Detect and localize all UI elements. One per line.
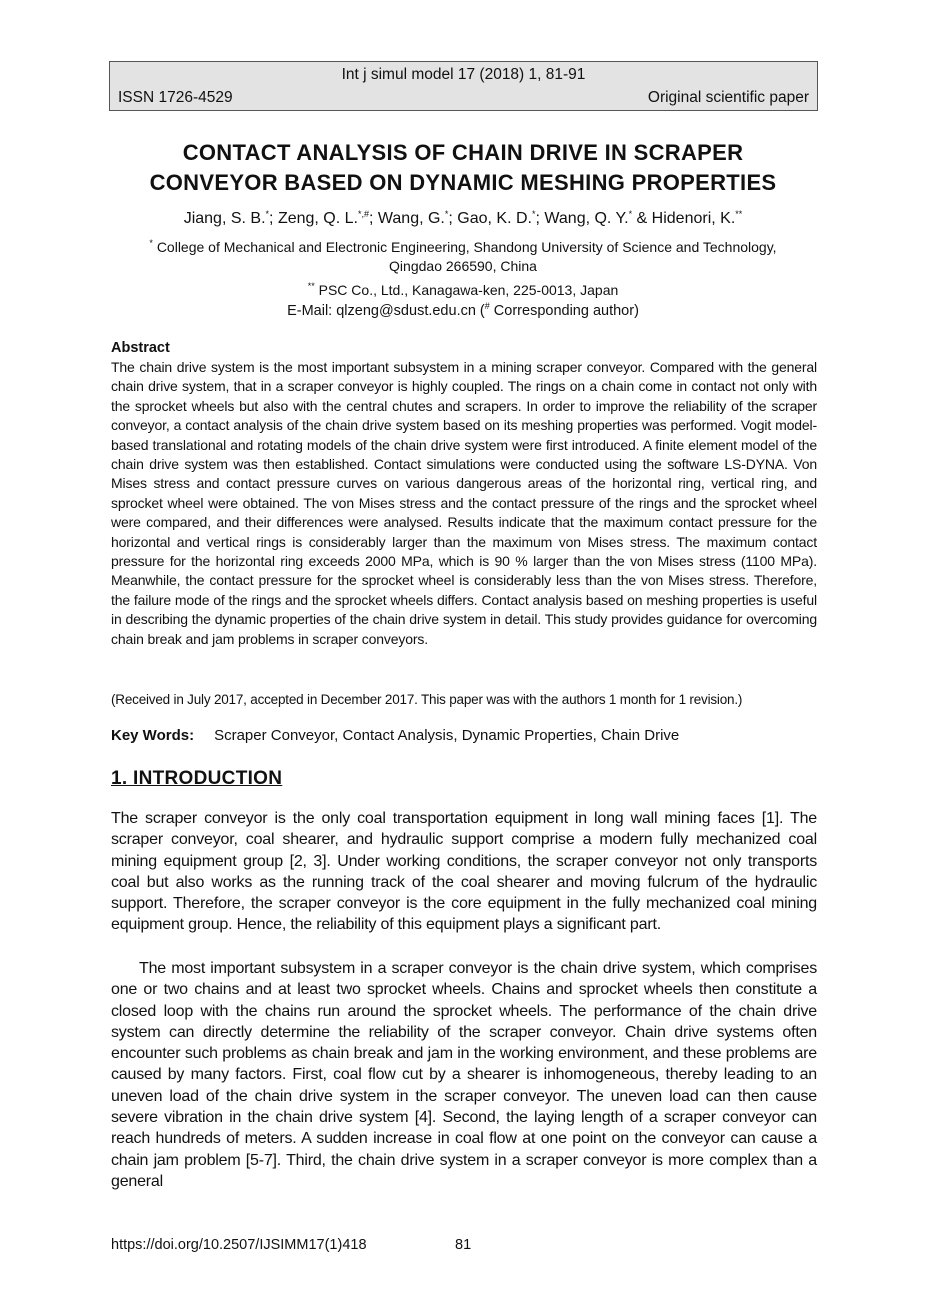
abstract-body: The chain drive system is the most important subsystem in a mining scraper conveyor. Compared with the general chain drive system, that in a scraper conveyor is highly coupled. The rings on a chain come in contact not only with the sprocket wheels but also with the central chutes and scrapers. In order to improve the reliability of the scraper conveyor, a contact analysis of the chain drive system based on its meshing properties was performed. Vogit model-based translational and rotating models of the chain drive system were first introduced. A finite element model of the chain drive system was then established. Contact simulations were conducted using the software LS-DYNA. Von Mises stress and contact pressure curves on various dangerous areas of the horizontal ring, vertical ring, and sprocket wheel were obtained. The von Mises stress and the contact pressure of the rings and the sprocket wheel were compared, and their differences were analysed. Results indicate that the maximum contact pressure for the horizontal and vertical rings is considerably larger than the maximum von Mises stress. The maximum contact pressure for the horizontal ring exceeds 2000 MPa, which is 90 % larger than the von Mises stress (1100 MPa). Meanwhile, the contact pressure for the sprocket wheel is considerably less than the von Mises stress. Therefore, the failure mode of the rings and the sprocket wheels differs. Contact analysis based on meshing properties is useful in describing the dynamic properties of the chain drive system in detail. This study provides guidance for overcoming chain break and jam problems in scraper conveyors.	[111, 359, 817, 647]
author: Gao, K. D.*;	[457, 209, 545, 227]
received-note: (Received in July 2017, accepted in December 2017. This paper was with the authors 1 month for 1 revision.)	[111, 692, 743, 707]
author-list	[100, 210, 826, 228]
corresponding-email: E-Mail: qlzeng@sdust.edu.cn (# Corresponding author)	[287, 301, 639, 319]
journal-header	[109, 61, 818, 111]
paper-title	[100, 138, 826, 198]
author: Wang, Q. Y.* &	[544, 209, 652, 227]
paper-type: Original scientific paper	[647, 89, 809, 106]
page-number: 81	[455, 1237, 472, 1253]
title-line-2: CONVEYOR BASED ON DYNAMIC MESHING PROPERTIES	[149, 170, 777, 195]
journal-citation: Int j simul model 17 (2018) 1, 81-91	[341, 66, 586, 83]
paragraph: The most important subsystem in a scraper conveyor is the chain drive system, which comprises one or two chains and at least two sprocket wheels. Chains and sprocket wheels then constitute a closed loop with the chains run around the sprocket wheels. The performance of the chain drive system can directly determine the reliability of the scraper conveyor. Chain drive systems often encounter such problems as chain break and jam in the working environment, and these problems are caused by many factors. First, coal flow cut by a shearer is inhomogeneous, thereby leading to an uneven load of the chain drive system in the scraper conveyor. The uneven load can then cause severe vibration in the chain drive system [4]. Second, the laying length of a scraper conveyor can reach hundreds of meters. A sudden increase in coal flow at one point on the conveyor can cause a chain jam problem [5-7]. Third, the chain drive system in a scraper conveyor is more complex than a general	[111, 960, 817, 1190]
keywords	[111, 727, 679, 744]
doi-link[interactable]: https://doi.org/10.2507/IJSIMM17(1)418	[111, 1237, 367, 1253]
title-line-1: CONTACT ANALYSIS OF CHAIN DRIVE IN SCRAPER	[182, 140, 744, 165]
abstract-heading: Abstract	[111, 340, 170, 356]
keywords-label: Key Words:	[111, 727, 195, 744]
affiliation-2: ** PSC Co., Ltd., Kanagawa-ken, 225-0013, Japan	[307, 281, 619, 298]
paragraph: The scraper conveyor is the only coal transportation equipment in long wall mining faces [1]. The scraper conveyor, coal shearer, and hydraulic support comprise a modern fully mechanized coal mining equipment group [2, 3]. Under working conditions, the scraper conveyor not only transports coal but also works as the running track of the coal shearer and moving fulcrum of the hydraulic support. Therefore, the scraper conveyor is the core equipment in the fully mechanized coal mining equipment group. Hence, the reliability of this equipment plays a significant part.	[111, 810, 817, 934]
author: Zeng, Q. L.*,#;	[277, 209, 378, 227]
section-heading-introduction: 1. INTRODUCTION	[111, 768, 283, 789]
keywords-text: Scraper Conveyor, Contact Analysis, Dynamic Properties, Chain Drive	[214, 727, 680, 744]
author: Hidenori, K.**	[651, 209, 743, 227]
issn: ISSN 1726-4529	[118, 89, 233, 106]
author: Jiang, S. B.*;	[183, 209, 278, 227]
affiliation-1: * College of Mechanical and Electronic Engineering, Shandong University of Science and Technology, Qingdao 266590, China	[149, 238, 777, 274]
author: Wang, G.*;	[377, 209, 458, 227]
